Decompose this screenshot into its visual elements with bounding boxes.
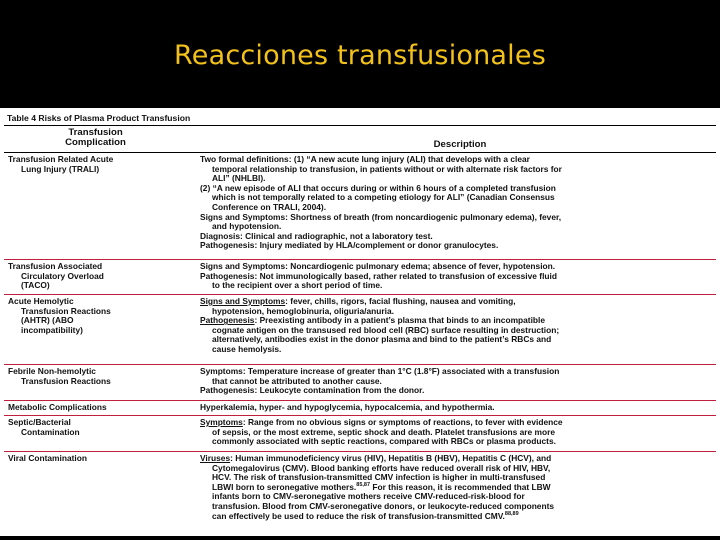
description-line: HCV. The risk of transfusion-transmitted CMV infection is higher in multi-transfused bbox=[212, 472, 546, 483]
table-top-rule bbox=[4, 125, 716, 126]
description-text: : Preexisting antibody in a patient’s plasma that binds to an incompatible bbox=[254, 315, 546, 326]
row-separator bbox=[4, 451, 716, 452]
description-line: Hyperkalemia, hyper- and hypoglycemia, hypocalcemia, and hypothermia. bbox=[200, 402, 495, 412]
description-cell bbox=[200, 155, 712, 251]
reference-superscript: 85,87 bbox=[356, 481, 371, 488]
description-text: : Range from no obvious signs or symptoms of reactions, to fever with evidence bbox=[242, 417, 563, 427]
table-header-rule bbox=[4, 152, 716, 153]
description-cell bbox=[200, 297, 712, 355]
description-line: transfusion. Blood from CMV-seronegative donors, or leukocyte-reduced components bbox=[212, 500, 555, 511]
signs-symptoms-label: Signs and Symptoms bbox=[200, 296, 286, 306]
description-line: Symptoms: Temperature increase of greater than 1°C (1.8°F) associated with a transfusion bbox=[200, 366, 560, 376]
complication-cell bbox=[8, 367, 193, 386]
row-separator bbox=[4, 294, 716, 295]
description-line: (2) “A new episode of ALI that occurs during or within 6 hours of a completed transfusion bbox=[200, 182, 556, 193]
slide-title: Reacciones transfusionales bbox=[174, 40, 546, 71]
description-line: commonly associated with septic reactions, compared with RBCs or plasma products. bbox=[212, 436, 556, 447]
row-separator bbox=[4, 259, 716, 260]
description-text: can effectively be used to reduce the risk of transfusion-transmitted CMV. bbox=[212, 510, 505, 521]
complication-line: (AHTR) (ABO bbox=[21, 315, 74, 326]
description-line: Cytomegalovirus (CMV). Blood banking efforts have reduced overall risk of HIV, HBV, bbox=[212, 462, 551, 473]
description-line: to the recipient over a short period of time. bbox=[212, 280, 383, 291]
symptoms-label: Symptoms bbox=[200, 417, 243, 427]
complication-cell bbox=[8, 418, 193, 437]
description-cell bbox=[200, 454, 712, 521]
description-line: that cannot be attributed to another cause. bbox=[212, 375, 382, 386]
description-line: of sepsis, or the most extreme, septic shock and death. Platelet transfusions are more bbox=[212, 426, 556, 437]
header-complication bbox=[8, 128, 183, 148]
description-line: and hypotension. bbox=[212, 221, 282, 232]
description-line: cognate antigen on the transused red blood cell (RBC) surface resulting in destruction; bbox=[212, 324, 560, 335]
complication-line: Metabolic Complications bbox=[8, 402, 107, 412]
description-cell bbox=[200, 418, 712, 447]
complication-cell bbox=[8, 403, 193, 413]
complication-line: Transfusion Associated bbox=[8, 261, 103, 271]
description-text: : fever, chills, rigors, facial flushing, nausea and vomiting, bbox=[285, 296, 516, 306]
pathogenesis-label: Pathogenesis bbox=[200, 315, 255, 326]
description-line: infants born to CMV-seronegative mothers receive CMV-reduced-risk-blood for bbox=[212, 491, 525, 502]
complication-line: Transfusion Reactions bbox=[21, 375, 111, 386]
description-line: Two formal definitions: (1) “A new acute lung injury (ALI) that develops with a clear bbox=[200, 154, 530, 164]
description-line: which is not temporally related to a competing etiology for ALI” (Canadian Consensus bbox=[212, 192, 555, 203]
row-separator bbox=[4, 400, 716, 401]
complication-line: incompatibility) bbox=[21, 324, 83, 335]
row-separator bbox=[4, 364, 716, 365]
header-complication-line2: Complication bbox=[65, 137, 126, 148]
description-line: alternatively, antibodies exist in the donor plasma and bind to the patient’s RBCs and bbox=[212, 334, 552, 345]
header-description: Description bbox=[433, 139, 487, 150]
complication-line: Septic/Bacterial bbox=[8, 417, 71, 427]
description-line: Pathogenesis: Not immunologically based, rather related to transfusion of excessive fluid bbox=[200, 270, 557, 281]
table-caption: Table 4 Risks of Plasma Product Transfusion bbox=[7, 113, 191, 123]
complication-line: Circulatory Overload bbox=[21, 270, 104, 281]
description-text: For this reason, it is recommended that LBW bbox=[370, 481, 551, 492]
complication-line: Contamination bbox=[21, 426, 80, 437]
description-line bbox=[200, 512, 712, 522]
description-line: Conference on TRALI, 2004). bbox=[212, 201, 327, 212]
header-complication-line1: Transfusion bbox=[68, 127, 123, 138]
description-text: LBWI born to seronegative mothers. bbox=[212, 481, 357, 492]
description-cell bbox=[200, 367, 712, 396]
viruses-label: Viruses bbox=[200, 453, 231, 463]
description-line: cause hemolysis. bbox=[212, 343, 282, 354]
description-line: Pathogenesis: Injury mediated by HLA/complement or donor granulocytes. bbox=[200, 240, 499, 251]
reference-superscript: 88,89 bbox=[504, 510, 519, 517]
description-line: hypotension, hemoglobinuria, oliguria/anuria. bbox=[212, 305, 394, 316]
complication-cell bbox=[8, 297, 193, 335]
complication-cell bbox=[8, 262, 193, 291]
description-line: Pathogenesis: Leukocyte contamination from the donor. bbox=[200, 385, 425, 396]
row-separator bbox=[4, 415, 716, 416]
complication-line: Transfusion Related Acute bbox=[8, 154, 114, 164]
description-cell bbox=[200, 403, 712, 413]
complication-line: Transfusion Reactions bbox=[21, 305, 111, 316]
complication-line: Febrile Non-hemolytic bbox=[8, 366, 96, 376]
complication-line: Lung Injury (TRALI) bbox=[21, 163, 100, 174]
description-line: Signs and Symptoms: Noncardiogenic pulmonary edema; absence of fever, hypotension. bbox=[200, 261, 556, 271]
complication-line: Acute Hemolytic bbox=[8, 296, 74, 306]
complication-line: (TACO) bbox=[21, 280, 50, 291]
description-line: temporal relationship to transfusion, in patients without or with alternate risk factors for bbox=[212, 163, 562, 174]
complication-line: Viral Contamination bbox=[8, 453, 87, 463]
description-line: Signs and Symptoms: Shortness of breath (from noncardiogenic pulmonary edema), fever, bbox=[200, 211, 562, 222]
complication-cell bbox=[8, 454, 193, 464]
document-page bbox=[0, 108, 720, 536]
description-line: Diagnosis: Clinical and radiographic, not a laboratory test. bbox=[200, 230, 433, 241]
description-text: : Human immunodeficiency virus (HIV), Hepatitis B (HBV), Hepatitis C (HCV), and bbox=[230, 453, 552, 463]
description-line: ALI” (NHLBI). bbox=[212, 173, 266, 184]
complication-cell bbox=[8, 155, 193, 174]
description-cell bbox=[200, 262, 712, 291]
